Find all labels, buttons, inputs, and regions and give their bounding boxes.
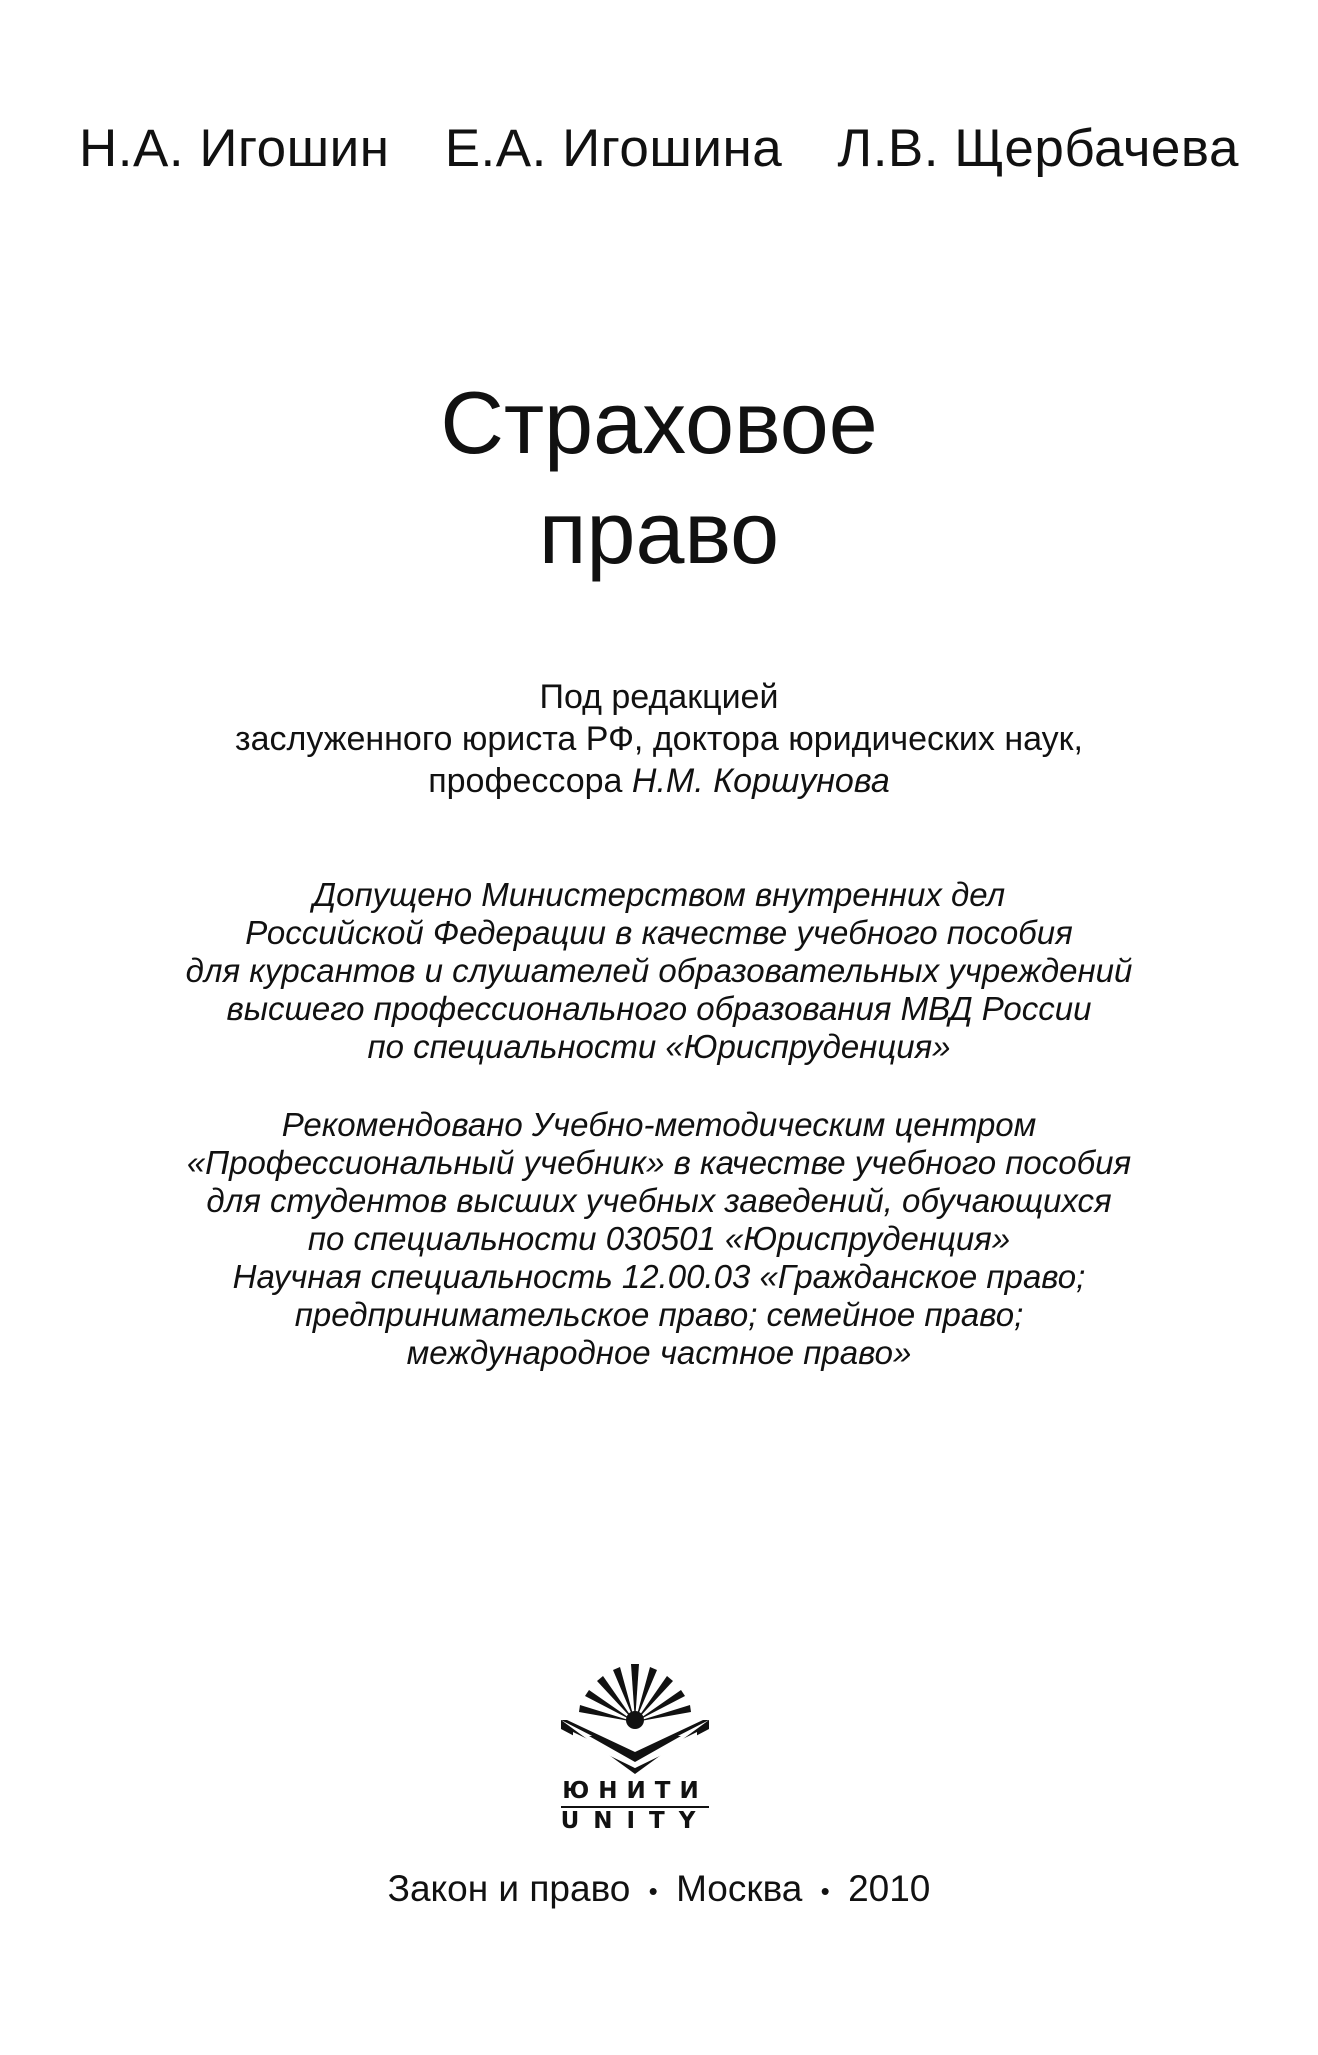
book-title-line-1: Страховое [440, 373, 878, 472]
approval-line: для курсантов и слушателей образовательных учреждений [185, 952, 1133, 989]
recommendation-line: «Профессиональный учебник» в качестве учебного пособия [186, 1144, 1132, 1181]
editor-line-1: Под редакцией [539, 678, 779, 716]
authors-line [0, 118, 1318, 179]
approval-line: высшего профессионального образования МВД России [226, 990, 1092, 1027]
imprint-separator: • [648, 1875, 658, 1906]
unity-publisher-logo-icon [553, 1650, 717, 1775]
recommendation-line: по специальности 030501 «Юриспруденция» [307, 1220, 1011, 1257]
logo-text-russian: ЮНИТИ [562, 1778, 708, 1804]
recommendation-line: для студентов высших учебных заведений, обучающихся [206, 1182, 1112, 1219]
imprint-publisher: Закон и право [387, 1868, 631, 1909]
author-2: Е.А. Игошина [444, 119, 783, 178]
editor-name: Н.М. Коршунова [631, 762, 890, 800]
approval-block [0, 876, 1318, 1066]
imprint-separator: • [820, 1875, 830, 1906]
book-title [0, 368, 1318, 588]
editor-block [0, 676, 1318, 802]
recommendation-block [0, 1106, 1318, 1372]
book-title-line-2: право [538, 483, 780, 582]
author-1: Н.А. Игошин [79, 119, 390, 178]
logo-text-english: UNITY [560, 1808, 710, 1834]
imprint-city: Москва [676, 1868, 803, 1909]
publisher-logo [553, 1650, 717, 1850]
approval-line: Российской Федерации в качестве учебного пособия [245, 914, 1073, 951]
editor-line-3 [0, 760, 1318, 802]
recommendation-line: Научная специальность 12.00.03 «Гражданское право; [232, 1258, 1086, 1295]
imprint-year: 2010 [848, 1868, 931, 1909]
imprint-line [0, 1868, 1318, 1910]
approval-line: Допущено Министерством внутренних дел [312, 876, 1006, 913]
recommendation-line: международное частное право» [406, 1334, 912, 1371]
author-3: Л.В. Щербачева [837, 119, 1239, 178]
editor-title-prefix: профессора [428, 762, 623, 800]
approval-line: по специальности «Юриспруденция» [367, 1028, 951, 1065]
recommendation-line: предпринимательское право; семейное право; [294, 1296, 1024, 1333]
recommendation-line: Рекомендовано Учебно-методическим центром [281, 1106, 1037, 1143]
editor-line-2: заслуженного юриста РФ, доктора юридических наук, [235, 720, 1083, 758]
